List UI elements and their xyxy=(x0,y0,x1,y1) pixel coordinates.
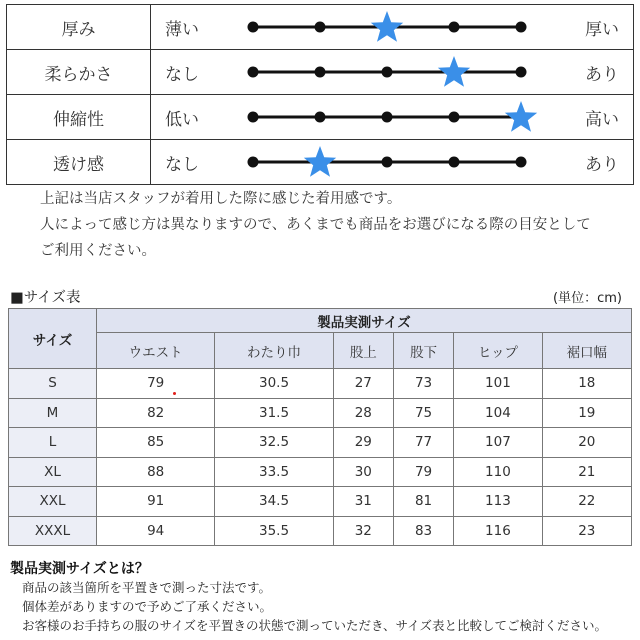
column-header: 股上 xyxy=(333,333,393,369)
feel-attribute-name: 透け感 xyxy=(7,140,151,185)
measurement-cell: 107 xyxy=(454,428,542,458)
scale-dot xyxy=(248,112,259,123)
measurement-cell: 91 xyxy=(97,487,215,517)
measurement-cell: 23 xyxy=(542,516,631,546)
measurement-cell: 79 xyxy=(97,369,215,399)
measurement-cell: 34.5 xyxy=(215,487,333,517)
scale-track xyxy=(245,140,545,184)
feel-row xyxy=(7,50,634,95)
scale-high-label: 高い xyxy=(585,109,619,130)
scale-dot xyxy=(449,112,460,123)
note-line: 人によって感じ方は異なりますので、あくまでも商品をお選びになる際の目安として xyxy=(40,217,591,233)
measure-info-line: お客様のお手持ちの服のサイズを平置きの状態で測っていただき、サイズ表と比較してご検討ください。 xyxy=(22,618,608,633)
scale-dot xyxy=(248,22,259,33)
scale-dot xyxy=(315,112,326,123)
star-marker-icon xyxy=(371,11,403,42)
scale-dot xyxy=(449,157,460,168)
column-header: ウエスト xyxy=(97,333,215,369)
measurement-cell: 22 xyxy=(542,487,631,517)
measurement-cell: 79 xyxy=(393,457,453,487)
scale-high-label: あり xyxy=(585,64,619,85)
table-row xyxy=(9,398,632,428)
red-mark xyxy=(173,392,176,395)
measurement-cell: 21 xyxy=(542,457,631,487)
column-header: 裾口幅 xyxy=(542,333,631,369)
unit-label: (単位：cm) xyxy=(553,291,622,306)
measurement-cell: 75 xyxy=(393,398,453,428)
column-header: ヒップ xyxy=(454,333,542,369)
feel-attribute-name: 柔らかさ xyxy=(7,50,151,95)
column-header: わたり巾 xyxy=(215,333,333,369)
measurement-cell: 18 xyxy=(542,369,631,399)
measure-info-notes xyxy=(22,578,607,635)
scale-dot xyxy=(382,112,393,123)
measurement-cell: 77 xyxy=(393,428,453,458)
measured-size-group-header: 製品実測サイズ xyxy=(97,309,632,333)
size-cell: XL xyxy=(9,457,97,487)
measurement-cell: 35.5 xyxy=(215,516,333,546)
measurement-cell: 110 xyxy=(454,457,542,487)
feel-row xyxy=(7,140,634,185)
star-marker-icon xyxy=(438,56,470,87)
size-cell: S xyxy=(9,369,97,399)
scale-track xyxy=(245,50,545,94)
feel-row xyxy=(7,95,634,140)
measurement-cell: 31.5 xyxy=(215,398,333,428)
scale-low-label: 低い xyxy=(165,109,199,130)
size-cell: XXXL xyxy=(9,516,97,546)
scale-dot xyxy=(449,22,460,33)
star-marker-icon xyxy=(304,146,336,177)
feel-scale-cell xyxy=(151,95,634,140)
feel-notes xyxy=(40,186,591,264)
scale-dot xyxy=(315,22,326,33)
measurement-cell: 101 xyxy=(454,369,542,399)
feel-scale-cell xyxy=(151,140,634,185)
measure-info-title: 製品実測サイズとは？ xyxy=(10,561,149,577)
scale-dot xyxy=(382,157,393,168)
scale-low-label: 薄い xyxy=(165,19,199,40)
size-cell: XXL xyxy=(9,487,97,517)
measurement-cell: 30 xyxy=(333,457,393,487)
measurement-cell: 104 xyxy=(454,398,542,428)
feel-scale-cell xyxy=(151,50,634,95)
note-line: 上記は当店スタッフが着用した際に感じた着用感です。 xyxy=(40,191,402,207)
scale-dot xyxy=(248,67,259,78)
feel-attribute-name: 厚み xyxy=(7,5,151,50)
scale-dot xyxy=(315,67,326,78)
measurement-cell: 83 xyxy=(393,516,453,546)
feel-row xyxy=(7,5,634,50)
table-row xyxy=(9,457,632,487)
scale-low-label: なし xyxy=(165,154,199,175)
measurement-cell: 19 xyxy=(542,398,631,428)
measurement-cell: 32 xyxy=(333,516,393,546)
measurement-cell: 30.5 xyxy=(215,369,333,399)
scale-track xyxy=(245,95,545,139)
size-cell: M xyxy=(9,398,97,428)
table-row xyxy=(9,369,632,399)
measurement-cell: 81 xyxy=(393,487,453,517)
scale-dot xyxy=(516,157,527,168)
measurement-cell: 31 xyxy=(333,487,393,517)
feel-attribute-name: 伸縮性 xyxy=(7,95,151,140)
measurement-cell: 94 xyxy=(97,516,215,546)
measurement-cell: 32.5 xyxy=(215,428,333,458)
table-row xyxy=(9,487,632,517)
measurement-cell: 73 xyxy=(393,369,453,399)
table-row xyxy=(9,516,632,546)
measurement-cell: 29 xyxy=(333,428,393,458)
measurement-cell: 27 xyxy=(333,369,393,399)
table-row xyxy=(9,428,632,458)
scale-dot xyxy=(516,67,527,78)
size-column-header: サイズ xyxy=(9,309,97,369)
column-header: 股下 xyxy=(393,333,453,369)
scale-track xyxy=(245,5,545,49)
measurement-cell: 28 xyxy=(333,398,393,428)
measurement-cell: 88 xyxy=(97,457,215,487)
measurement-cell: 113 xyxy=(454,487,542,517)
measurement-cell: 20 xyxy=(542,428,631,458)
measurement-cell: 33.5 xyxy=(215,457,333,487)
note-line: ご利用ください。 xyxy=(40,243,156,259)
measure-info-line: 商品の該当箇所を平置きで測った寸法です。 xyxy=(22,580,272,595)
scale-dot xyxy=(248,157,259,168)
measurement-cell: 116 xyxy=(454,516,542,546)
measure-info-line: 個体差がありますので予めご了承ください。 xyxy=(22,599,273,614)
size-cell: L xyxy=(9,428,97,458)
size-table xyxy=(8,308,632,546)
scale-high-label: あり xyxy=(585,154,619,175)
measurement-cell: 82 xyxy=(97,398,215,428)
scale-high-label: 厚い xyxy=(585,19,619,40)
feel-scale-cell xyxy=(151,5,634,50)
scale-dot xyxy=(382,67,393,78)
scale-low-label: なし xyxy=(165,64,199,85)
feel-table xyxy=(6,4,634,185)
size-table-heading: ■サイズ表 xyxy=(10,290,81,306)
scale-dot xyxy=(516,22,527,33)
measurement-cell: 85 xyxy=(97,428,215,458)
star-marker-icon xyxy=(505,101,537,132)
